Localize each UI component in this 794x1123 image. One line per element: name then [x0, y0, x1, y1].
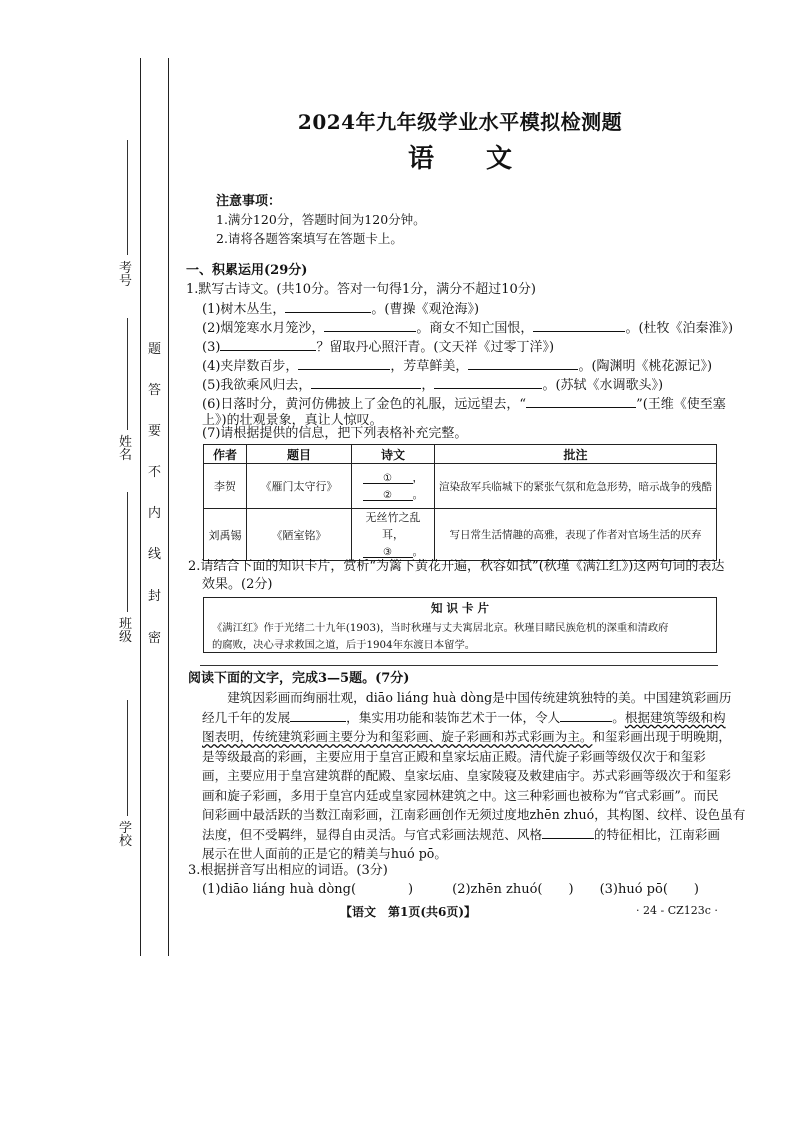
- table-header: 作者: [204, 445, 247, 464]
- table-cell: 渲染敌军兵临城下的紧张气氛和危急形势，暗示战争的残酷: [435, 464, 717, 509]
- reading-passage: 建筑因彩画而绚丽壮观，diāo liáng huà dòng是中国传统建筑独特的美。中国建筑彩画历 经几千年的发展 ，集实用功能和装饰艺术于一体，令人 。根据建筑等级和构 图表明，传统建筑彩画主要分为和玺彩画、旋子彩画和苏式彩画为主。和玺彩画出现于明晚期， 是等级最高的彩画，主要应用于皇宫正殿和皇家坛庙正殿。清代旋子彩画等级仅次于和玺彩 画，主要应用于皇宫建筑群的配殿、皇家坛庙、皇家陵寝及敕建庙宇。苏式彩画等级次于和玺彩 画和旋子彩画，多用于皇宫内廷或皇家园林建筑之中。这三种彩画也被称为“官式彩画”。而民 间彩画中最活跃的当数江南彩画，江南彩画创作无须过度地zhēn zhuó，其构图、纹样、设色虽有 法度，但不受羁绊，显得自由灵活。与官式彩画法规范、风格 的特征相比，江南彩画 展示在世人面前的正是它的精美与huó pō。: [202, 690, 746, 861]
- recite-line-2: (2)烟笼寒水月笼沙， 。商女不知亡国恨， 。(杜牧《泊秦淮》): [202, 321, 734, 336]
- recite-line-5: (5)我欲乘风归去， ， 。(苏轼《水调歌头》): [202, 378, 664, 393]
- seal-char: 线: [148, 547, 162, 562]
- table-header: 诗文: [352, 445, 435, 464]
- question-2b: 效果。(2分): [202, 577, 273, 592]
- class-label: 班级: [119, 617, 133, 645]
- binding-line-inner: [168, 58, 169, 956]
- table-cell: ① ， ② 。: [352, 464, 435, 509]
- question-3: 3.根据拼音写出相应的词语。(3分): [188, 863, 388, 878]
- name-label: 姓名: [119, 435, 133, 463]
- name-blank: [127, 318, 128, 430]
- seal-char: 题: [148, 342, 162, 357]
- table-header: 题目: [247, 445, 352, 464]
- seal-char: 要: [148, 424, 162, 439]
- exam-number-label: 考号: [119, 261, 133, 289]
- exam-number-blank: [127, 140, 128, 255]
- notice-item: 1.满分120分，答题时间为120分钟。: [216, 212, 426, 227]
- recite-line-4: (4)夹岸数百步， ，芳草鲜美， 。(陶渊明《桃花源记》): [202, 359, 713, 374]
- school-label: 学校: [119, 821, 133, 849]
- divider: [200, 665, 718, 666]
- question-3-items: (1)diāo liáng huà dòng( ) (2)zhēn zhuó( ) (3)huó pō( ): [202, 882, 699, 897]
- table-cell: 无丝竹之乱耳， ③ 。: [352, 509, 435, 561]
- notice-item: 2.请将各题答案填写在答题卡上。: [216, 231, 403, 246]
- exam-title: 2024年九年级学业水平模拟检测题: [297, 110, 623, 134]
- table-cell: 写日常生活情趣的高雅，表现了作者对官场生活的厌弃: [435, 509, 717, 561]
- recite-line-6: (6)日落时分，黄河仿佛披上了金色的礼服，远远望去，“ ”(王维《使至塞: [202, 397, 726, 412]
- recite-line-1: (1)树木丛生， 。(曹操《观沧海》): [202, 302, 480, 317]
- page-footer: 【语文 第1页(共6页)】: [340, 905, 477, 919]
- paper-code: · 24 - CZ123c ·: [636, 904, 718, 917]
- table-header: 批注: [435, 445, 717, 464]
- recite-line-3: (3) ？留取丹心照汗青。(文天祥《过零丁洋》): [202, 340, 555, 355]
- question-2: 2.请结合下面的知识卡片，赏析“为篱下黄花开遍，秋容如拭”(秋瑾《满江红》)这两句词的表达: [188, 559, 725, 574]
- card-title: 知 识 卡 片: [430, 601, 489, 615]
- table-cell: 《雁门太守行》: [247, 464, 352, 509]
- card-text: 的腐败，决心寻求救国之道，后于1904年东渡日本留学。: [212, 639, 476, 651]
- school-blank: [127, 700, 128, 816]
- recite-line-6b: 上》)的壮观景象，真让人惊叹。: [202, 413, 383, 428]
- notice-heading: 注意事项：: [216, 194, 282, 209]
- knowledge-card: [203, 597, 717, 653]
- class-blank: [127, 492, 128, 612]
- seal-char: 答: [148, 383, 162, 398]
- recite-line-7: (7)请根据提供的信息，把下列表格补充完整。: [202, 426, 468, 441]
- seal-char: 不: [148, 465, 162, 480]
- poem-table: [203, 444, 717, 561]
- question-1: 1.默写古诗文。(共10分。答对一句得1分，满分不超过10分): [186, 282, 536, 297]
- reading-intro: 阅读下面的文字，完成3—5题。(7分): [188, 671, 410, 686]
- seal-char: 密: [148, 631, 162, 646]
- table-cell: 李贺: [204, 464, 247, 509]
- table-cell: 《陋室铭》: [247, 509, 352, 561]
- subject-title: 语 文: [407, 144, 512, 174]
- seal-char: 封: [148, 589, 162, 604]
- table-cell: 刘禹锡: [204, 509, 247, 561]
- section-title: 一、积累运用(29分): [186, 263, 308, 278]
- binding-line-outer: [140, 58, 141, 956]
- seal-char: 内: [148, 506, 162, 521]
- card-text: 《满江红》作于光绪二十九年(1903)，当时秋瑾与丈夫寓居北京。秋瑾目睹民族危机的深重和清政府: [212, 622, 669, 634]
